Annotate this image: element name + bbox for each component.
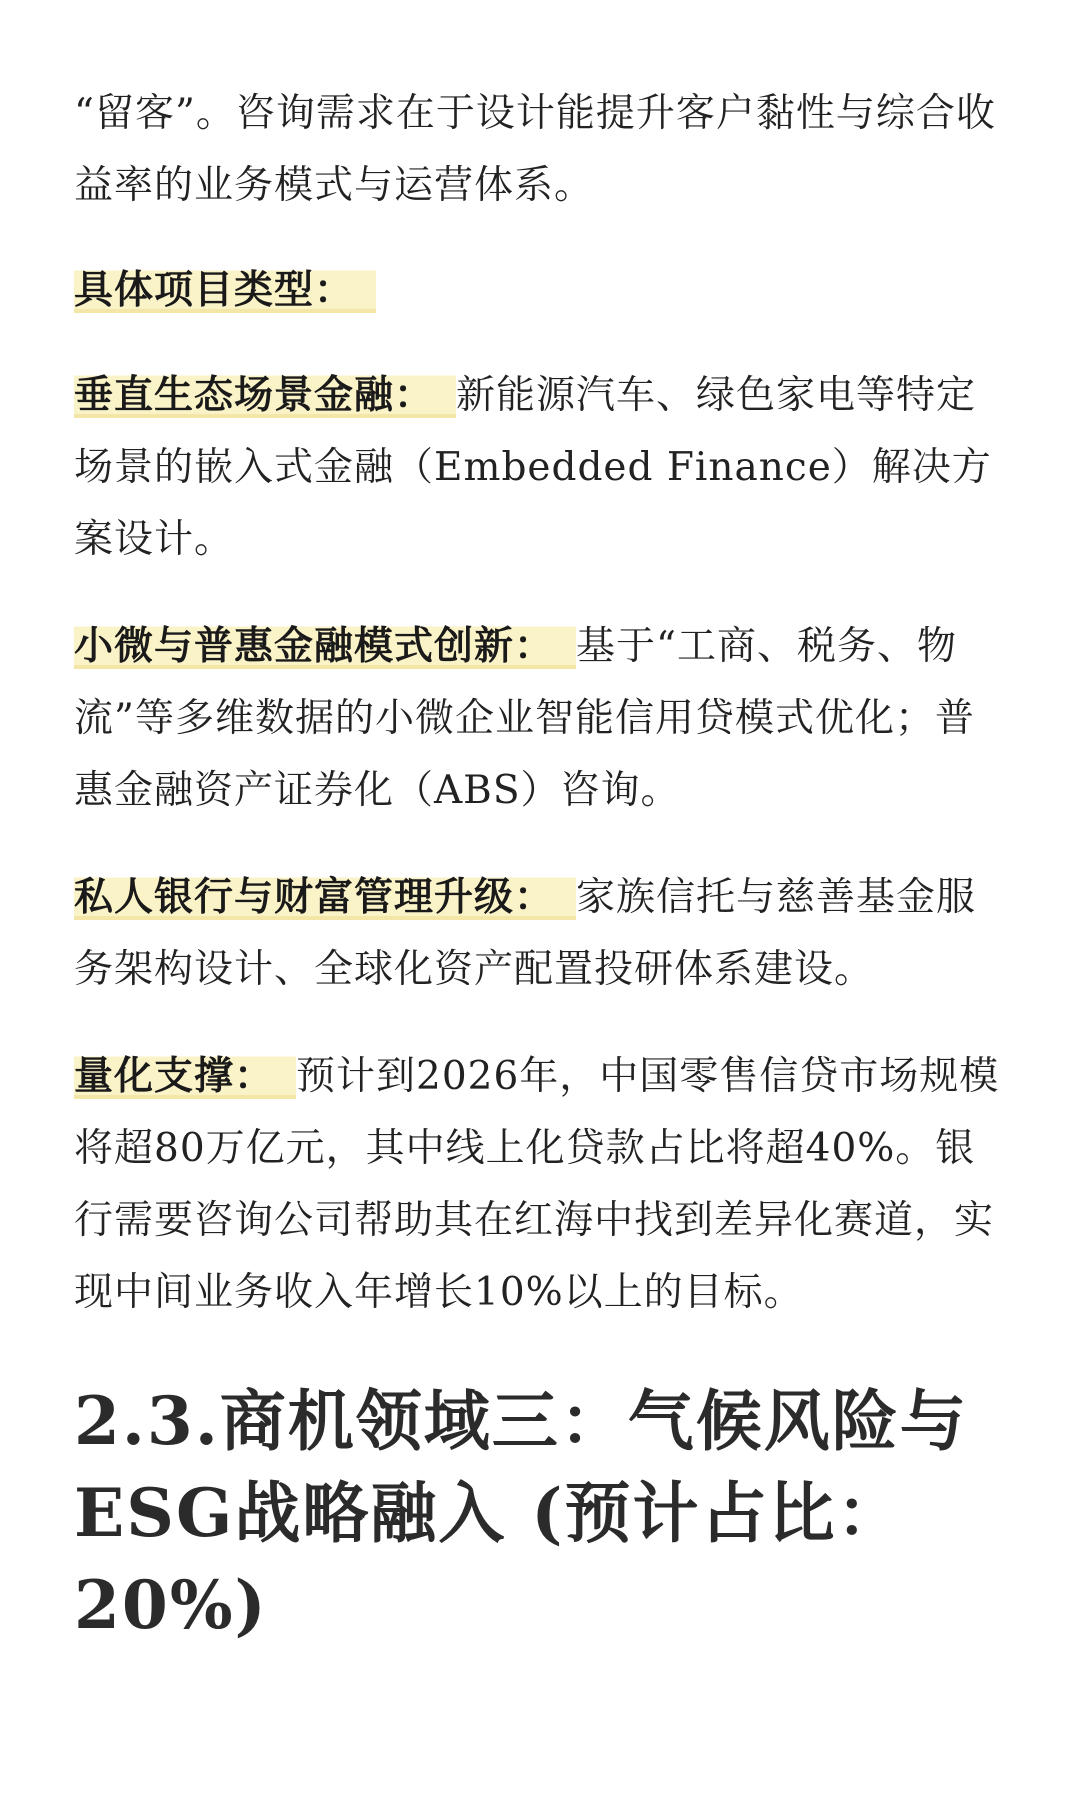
section-heading: 2.3.商机领域三：气候风险与ESG战略融入 (预计占比：20%) [74,1382,968,1644]
item-label: 私人银行与财富管理升级： [74,874,576,920]
article-body [74,78,1010,1651]
item-inclusive-finance [74,610,1010,827]
item-quantitative-support [74,1040,1010,1329]
project-types-paragraph [74,254,1010,327]
intro-text: “留客”。咨询需求在于设计能提升客户黏性与综合收益率的业务模式与运营体系。 [74,91,996,208]
project-types-label: 具体项目类型： [74,267,376,313]
item-text: 预计到2026年，中国零售信贷市场规模将超80万亿元，其中线上化贷款占比将超40%。银行需要咨询公司帮助其在红海中找到差异化赛道，实现中间业务收入年增长10%以上的目标。 [74,1054,1000,1315]
item-text: 新能源汽车、绿色家电等特定场景的嵌入式金融（Embedded Finance）解决方案设计。 [74,373,992,562]
item-label: 量化支撑： [74,1053,296,1099]
item-text: 基于“工商、税务、物流”等多维数据的小微企业智能信用贷模式优化；普惠金融资产证券化（ABS）咨询。 [74,624,975,813]
item-private-banking [74,861,1010,1006]
item-label: 小微与普惠金融模式创新： [74,623,576,669]
item-vertical-scenario-finance [74,359,1010,576]
intro-paragraph [74,78,1010,222]
item-label: 垂直生态场景金融： [74,372,456,418]
item-text: 家族信托与慈善基金服务架构设计、全球化资产配置投研体系建设。 [74,875,977,992]
